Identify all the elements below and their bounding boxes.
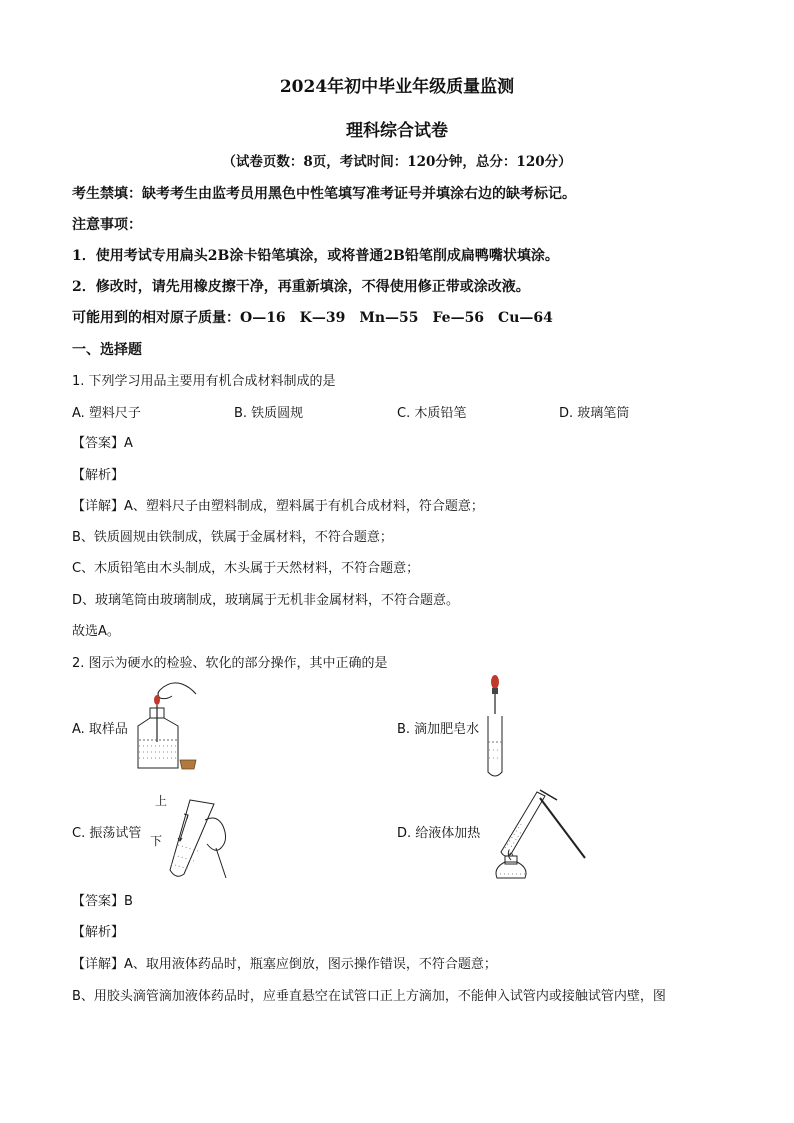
- q2-stem: 2. 图示为硬水的检验、软化的部分操作，其中正确的是: [72, 656, 388, 671]
- q2-option-a: A. 取样品: [72, 722, 128, 737]
- section-title: 一、选择题: [72, 342, 142, 358]
- q1-option-c: C. 木质铅笔: [397, 406, 467, 421]
- q1-conclusion: 故选A。: [72, 624, 120, 639]
- notice-heading: 注意事项：: [72, 217, 142, 233]
- figure-shake-tube: [150, 790, 235, 880]
- q1-stem: 1. 下列学习用品主要用有机合成材料制成的是: [72, 374, 336, 389]
- q1-detail-d: D、玻璃笔筒由玻璃制成，玻璃属于无机非金属材料，不符合题意。: [72, 593, 460, 608]
- q1-analysis-label: 【解析】: [72, 468, 125, 483]
- stopper-icon: [178, 757, 198, 771]
- notice-item-1: 1．使用考试专用扁头2B涂卡铅笔填涂，或将普通2B铅笔削成扁鸭嘴状填涂。: [72, 248, 559, 264]
- q1-detail-c: C、木质铅笔由木头制成，木头属于天然材料，不符合题意；: [72, 561, 420, 576]
- q1-detail-a: 【详解】A、塑料尺子由塑料制成，塑料属于有机合成材料，符合题意；: [72, 499, 484, 514]
- q1-option-b: B. 铁质圆规: [234, 406, 304, 421]
- q1-option-d: D. 玻璃笔筒: [559, 406, 630, 421]
- q2-analysis-label: 【解析】: [72, 925, 125, 940]
- q2-detail-a: 【详解】A、取用液体药品时，瓶塞应倒放，图示操作错误，不符合题意；: [72, 957, 497, 972]
- figure-add-soap-water: [483, 672, 513, 782]
- q2-option-c: C. 振荡试管: [72, 826, 142, 841]
- notice-item-2: 2．修改时，请先用橡皮擦干净，再重新填涂，不得使用修正带或涂改液。: [72, 279, 530, 295]
- exam-subtitle: 理科综合试卷: [346, 121, 448, 141]
- q1-detail-b: B、铁质圆规由铁制成，铁属于金属材料，不符合题意；: [72, 530, 393, 545]
- q2-detail-b: B、用胶头滴管滴加液体药品时，应垂直悬空在试管口正上方滴加，不能伸入试管内或接触试管内壁，图: [72, 989, 666, 1004]
- forbidden-notice: 考生禁填：缺考考生由监考员用黑色中性笔填写准考证号并填涂右边的缺考标记。: [72, 186, 576, 202]
- q1-answer: 【答案】A: [72, 436, 133, 451]
- exam-info: （试卷页数：8页，考试时间：120分钟，总分：120分）: [222, 154, 572, 170]
- figure-heat-liquid: [485, 778, 595, 888]
- q2-option-d: D. 给液体加热: [397, 826, 481, 841]
- exam-title: 2024年初中毕业年级质量监测: [279, 77, 515, 97]
- q2-answer: 【答案】B: [72, 894, 133, 909]
- label-up: 上: [155, 794, 168, 808]
- q2-option-b: B. 滴加肥皂水: [397, 722, 480, 737]
- atomic-mass-line: 可能用到的相对原子质量：O—16 K—39 Mn—55 Fe—56 Cu—64: [72, 310, 553, 326]
- q1-option-a: A. 塑料尺子: [72, 406, 141, 421]
- label-down: 下: [150, 834, 163, 848]
